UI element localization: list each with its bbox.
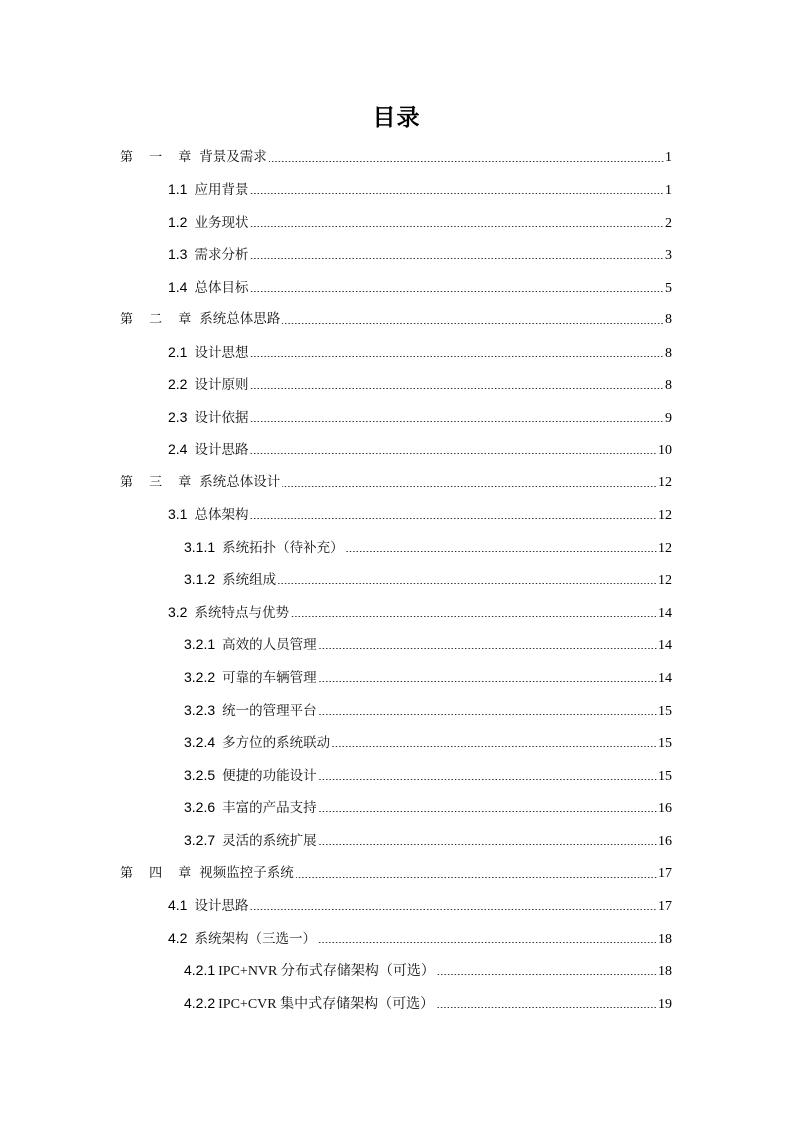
toc-entry-3-2-7[interactable] [184, 830, 672, 850]
entry-label: 便捷的功能设计 [222, 768, 317, 784]
toc-entry-4-2-2[interactable] [184, 993, 672, 1013]
entry-label: 设计依据 [194, 410, 249, 426]
toc-entry-2-1[interactable] [168, 342, 672, 362]
toc-entry-3-2[interactable] [168, 602, 672, 622]
dot-leader [319, 714, 657, 715]
entry-label: 背景及需求 [199, 149, 267, 165]
entry-number: 1.4 [168, 279, 188, 295]
entry-page: 15 [658, 769, 672, 784]
entry-number: 4.2.2 [184, 995, 216, 1011]
entry-page: 9 [665, 411, 672, 426]
toc-entry-chapter-3[interactable] [120, 472, 672, 492]
entry-label: IPC+NVR 分布式存储架构（可选） [218, 964, 435, 979]
dot-leader [296, 877, 657, 878]
toc-entry-3-2-6[interactable] [184, 797, 672, 817]
entry-label: 高效的人员管理 [222, 637, 317, 653]
toc-entry-3-2-4[interactable] [184, 732, 672, 752]
entry-number: 第 四 章 [120, 866, 198, 881]
toc-entry-3-2-1[interactable] [184, 634, 672, 654]
toc-entry-1-3[interactable] [168, 244, 672, 264]
toc-entry-chapter-4[interactable] [120, 863, 672, 883]
entry-number: 3.2.5 [184, 767, 216, 783]
toc-entry-3-2-5[interactable] [184, 765, 672, 785]
entry-number: 第 一 章 [120, 150, 198, 165]
entry-label: 系统组成 [222, 572, 277, 588]
entry-page: 16 [658, 834, 672, 849]
entry-page: 8 [665, 378, 672, 393]
entry-number: 3.1.2 [184, 571, 216, 587]
entry-number: 2.4 [168, 441, 188, 457]
entry-label: 设计原则 [194, 377, 249, 393]
entry-page: 15 [658, 736, 672, 751]
entry-page: 19 [658, 997, 672, 1012]
entry-page: 17 [658, 866, 672, 881]
entry-page: 17 [658, 899, 672, 914]
entry-page: 18 [658, 964, 672, 979]
entry-label: 应用背景 [194, 182, 249, 198]
entry-number: 第 二 章 [120, 312, 198, 327]
entry-page: 10 [658, 443, 672, 458]
entry-number: 3.2.1 [184, 636, 216, 652]
entry-page: 15 [658, 704, 672, 719]
entry-number: 4.2 [168, 930, 188, 946]
dot-leader [250, 421, 664, 422]
dot-leader [269, 161, 664, 162]
entry-label: 需求分析 [194, 247, 249, 263]
entry-label: 统一的管理平台 [222, 703, 317, 719]
entry-number: 3.2.2 [184, 669, 216, 685]
toc-entry-2-2[interactable] [168, 374, 672, 394]
entry-label: 系统特点与优势 [194, 605, 289, 621]
toc-entry-1-2[interactable] [168, 212, 672, 232]
toc-entry-chapter-2[interactable] [120, 309, 672, 329]
entry-number: 1.3 [168, 246, 188, 262]
entry-label: 系统架构（三选一） [194, 931, 316, 947]
dot-leader [291, 616, 657, 617]
dot-leader [319, 844, 657, 845]
dot-leader [319, 779, 657, 780]
entry-page: 12 [658, 508, 672, 523]
entry-label: 设计思路 [194, 442, 249, 458]
entry-number: 2.3 [168, 409, 188, 425]
entry-label: 总体目标 [194, 280, 249, 296]
entry-label: 丰富的产品支持 [222, 800, 317, 816]
toc-entry-3-2-2[interactable] [184, 667, 672, 687]
toc-entry-3-1[interactable] [168, 504, 672, 524]
entry-number: 3.1 [168, 506, 188, 522]
toc-entry-4-2-1[interactable] [184, 960, 672, 980]
dot-leader [250, 388, 664, 389]
entry-page: 16 [658, 801, 672, 816]
toc-entry-4-1[interactable] [168, 895, 672, 915]
dot-leader [250, 518, 657, 519]
entry-number: 1.2 [168, 214, 188, 230]
dot-leader [319, 681, 657, 682]
toc-entry-3-1-2[interactable] [184, 569, 672, 589]
dot-leader [346, 551, 657, 552]
entry-number: 3.2.3 [184, 702, 216, 718]
entry-label: 系统总体思路 [199, 311, 281, 327]
entry-page: 14 [658, 606, 672, 621]
dot-leader [319, 811, 657, 812]
entry-label: 设计思想 [194, 345, 249, 361]
entry-label: 总体架构 [194, 507, 249, 523]
dot-leader [319, 648, 657, 649]
dot-leader [250, 909, 657, 910]
entry-page: 12 [658, 541, 672, 556]
entry-page: 2 [665, 216, 672, 231]
entry-number: 3.2.4 [184, 734, 216, 750]
dot-leader [250, 453, 657, 454]
entry-page: 3 [665, 248, 672, 263]
dot-leader [437, 974, 657, 975]
dot-leader [436, 1007, 657, 1008]
toc-entry-1-1[interactable] [168, 179, 672, 199]
dot-leader [332, 746, 657, 747]
entry-page: 18 [658, 932, 672, 947]
dot-leader [250, 226, 664, 227]
toc-entry-3-2-3[interactable] [184, 700, 672, 720]
entry-number: 4.2.1 [184, 962, 216, 978]
toc-entry-2-3[interactable] [168, 407, 672, 427]
toc-entry-2-4[interactable] [168, 439, 672, 459]
entry-label: 设计思路 [194, 898, 249, 914]
entry-page: 12 [658, 475, 672, 490]
entry-number: 2.1 [168, 344, 188, 360]
toc-entry-4-2[interactable] [168, 928, 672, 948]
dot-leader [278, 583, 657, 584]
toc-entry-chapter-1[interactable] [120, 147, 672, 167]
entry-label: 灵活的系统扩展 [222, 833, 317, 849]
entry-page: 8 [665, 346, 672, 361]
entry-page: 1 [665, 183, 672, 198]
entry-page: 1 [665, 150, 672, 165]
entry-number: 1.1 [168, 181, 188, 197]
entry-number: 3.2.7 [184, 832, 216, 848]
dot-leader [250, 193, 664, 194]
entry-label: IPC+CVR 集中式存储架构（可选） [218, 997, 435, 1012]
entry-page: 14 [658, 671, 672, 686]
dot-leader [250, 356, 664, 357]
dot-leader [318, 942, 657, 943]
dot-leader [250, 291, 664, 292]
toc-entry-1-4[interactable] [168, 277, 672, 297]
toc-entry-3-1-1[interactable] [184, 537, 672, 557]
entry-number: 3.2 [168, 604, 188, 620]
dot-leader [250, 258, 664, 259]
entry-label: 可靠的车辆管理 [222, 670, 317, 686]
entry-number: 2.2 [168, 376, 188, 392]
entry-number: 第 三 章 [120, 475, 198, 490]
dot-leader [282, 486, 657, 487]
toc-title: 目录 [372, 105, 421, 131]
entry-page: 8 [665, 312, 672, 327]
entry-label: 业务现状 [194, 215, 249, 231]
entry-number: 3.1.1 [184, 539, 216, 555]
entry-label: 视频监控子系统 [199, 865, 294, 881]
entry-page: 14 [658, 638, 672, 653]
dot-leader [282, 323, 664, 324]
entry-number: 3.2.6 [184, 799, 216, 815]
entry-number: 4.1 [168, 897, 188, 913]
entry-label: 多方位的系统联动 [222, 735, 331, 751]
entry-label: 系统总体设计 [199, 474, 281, 490]
entry-page: 12 [658, 573, 672, 588]
entry-label: 系统拓扑（待补充） [222, 540, 344, 556]
entry-page: 5 [665, 281, 672, 296]
